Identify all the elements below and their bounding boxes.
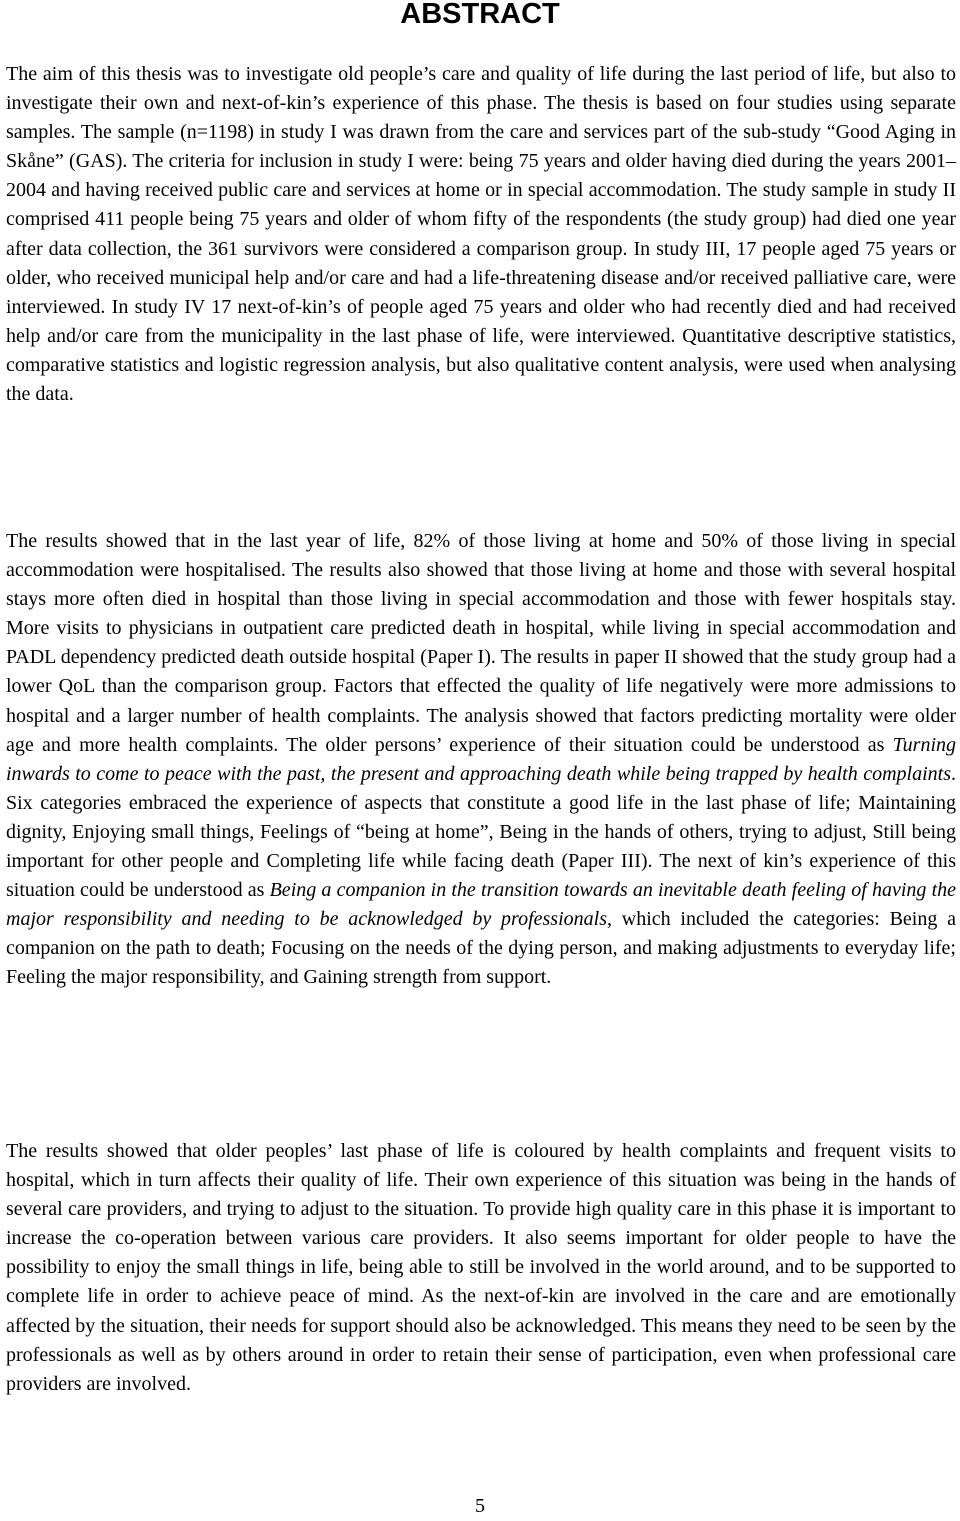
abstract-paragraph-2 xyxy=(6,527,956,993)
paragraph-2-text-c: . Six categories embraced the experience of aspects that constitute a good life in the last phase of life; Maintaining dignity, Enjoying small things, Feelings of “being at home”, Being in the hands of others, trying to adjust, Still being important for other people and Completing life while facing death (Paper III). The next of kin’s experience of this situation could be understood as xyxy=(6,762,956,902)
page-number: 5 xyxy=(475,1495,485,1517)
paragraph-2-italic-turning-inwards: Turning inwards to come to peace with the past, the present and approaching death while being trapped by health complaints xyxy=(6,733,956,785)
paragraph-2-text-e: , which included the categories: Being a companion on the path to death; Focusing on the needs of the dying person, and making adjustments to everyday life; Feeling the major responsibility, and Gaining strength from support. xyxy=(6,908,957,989)
abstract-paragraph-3: The results showed that older peoples’ last phase of life is coloured by health complaints and frequent visits to hospital, which in turn affects their quality of life. Their own experience of this situation was being in the hands of several care providers, and trying to adjust to the situation. To provide high quality care in this phase it is important to increase the co-operation between various care providers. It also seems important for older people to have the possibility to enjoy the small things in life, being able to still be involved in the world around, and to be supported to complete life in order to achieve peace of mind. As the next-of-kin are involved in the care and are emotionally affected by the situation, their needs for support should also be acknowledged. This means they need to be seen by the professionals as well as by others around in order to retain their sense of participation, even when professional care providers are involved. xyxy=(6,1140,956,1395)
paragraph-2-text-a: The results showed that in the last year of life, 82% of those living at home and 50% of those living in special accommodation were hospitalised. The results also showed that those living at home and those with several hospital stays more often died in hospital than those living in special accommodation and those with fewer hospitals stay. More visits to physicians in outpatient care predicted death in hospital, while living in special accommodation and PADL dependency predicted death outside hospital (Paper I). The results in paper II showed that the study group had a lower QoL than the comparison group. Factors that effected the quality of life negatively were more admissions to hospital and a larger number of health complaints. The analysis showed that factors predicting mortality were older age and more health complaints. The older persons’ experience of their situation could be understood as xyxy=(6,530,956,756)
abstract-paragraph-1: The aim of this thesis was to investigate old people’s care and quality of life during the last period of life, but also to investigate their own and next-of-kin’s experience of this phase. The thesis is based on four studies using separate samples. The sample (n=1198) in study I was drawn from the care and services part of the sub-study “Good Aging in Skåne” (GAS). The criteria for inclusion in study I were: being 75 years and older having died during the years 2001–2004 and having received public care and services at home or in special accommodation. The study sample in study II comprised 411 people being 75 years and older of whom fifty of the respondents (the study group) had died one year after data collection, the 361 survivors were considered a comparison group. In study III, 17 people aged 75 years or older, who received municipal help and/or care and had a life-threatening disease and/or received palliative care, were interviewed. In study IV 17 next-of-kin’s of people aged 75 years and older who had recently died and had received help and/or care from the municipality in the last phase of life, were interviewed. Quantitative descriptive statistics, comparative statistics and logistic regression analysis, but also qualitative content analysis, were used when analysing the data. xyxy=(6,63,956,406)
paragraph-2-italic-being-a-companion: Being a companion in the transition towards an inevitable death feeling of having the major responsibility and needing to be acknowledged by professionals xyxy=(6,879,956,931)
abstract-heading: ABSTRACT xyxy=(400,0,560,30)
